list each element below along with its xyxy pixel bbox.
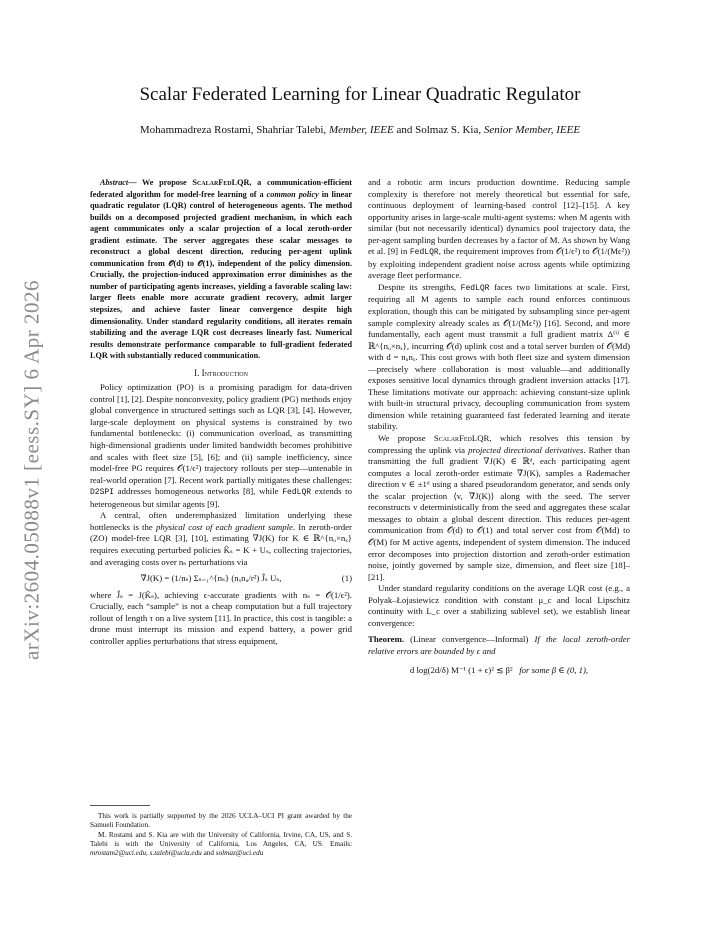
author-line [0,124,720,136]
arxiv-id-stamp: arXiv:2604.05088v1 [eess.SY] 6 Apr 2026 [19,280,44,660]
and-word: and Solmaz S. Kia, [396,124,482,136]
authors-plain: Mohammadreza Rostami, Shahriar Talebi, [139,124,327,136]
theorem-equation-tail: for some β ∈ (0, 1), [519,665,589,676]
method-name: ScalarFedLQR [192,178,250,187]
senior-member-tag: Senior Member, IEEE [483,124,581,136]
right-p3-text-c: . Rather than transmitting the full gradient ∇J(K) ∈ ℝᵈ, each participating agent computes a local zeroth-order estimate ∇̂J(K), samples a Rademacher direction v ∈ ±1ᵈ using a shared pseudorandom generator, and sends only the scalar projection ⟨v, ∇̂J(K)⟩ along with the seed. The server reconstructs v deterministically from the seed and aggregates these scalar messages to obtain a global descent direction. This reduces per-agent communication from 𝒪(d) to 𝒪(1) and total server cost from 𝒪(Md) to 𝒪(M) for M active agents, independent of system dimension. The induced error decomposes into projection distortion and zeroth-order estimation noise, jointly governed by sample size, dimension, and fleet size [18]–[21]. [368,444,630,582]
code-d2spi: D2SPI [90,488,115,498]
footnote-affil-text: M. Rostami and S. Kia are with the University of California, Irvine, CA, US, and S. Talebi is with the University of California, Los Angeles, CA, US. Emails: [90,830,352,848]
right-column [368,177,630,677]
theorem-label: Theorem. [368,634,405,645]
method-name-2: ScalarFedLQR [433,433,490,444]
abstract-lead: Abstract [100,178,129,187]
intro-p2-text-a: A central, often underemphasized limitation underlying these bottlenecks is the [90,510,352,532]
right-paragraph-4: Under standard regularity conditions on the average LQR cost (e.g., a Polyak–Łojasiewicz condition with constant μ_c and local Lipschitz continuity with L_c over a stabilizing sublevel set), we establish linear convergence: [368,583,630,628]
intro-p1-text-c: extends to heterogeneous but similar agents [9]. [90,486,352,509]
right-paragraph-1 [368,177,630,282]
footnote-affiliations [90,831,352,859]
footnote-emails: mrostam2@uci.edu, s.talebi@ucla.edu [90,849,202,858]
left-column [90,177,352,647]
abstract-text-3: in linear quadratic regulator (LQR) control of heterogeneous agents. The method builds on a decomposed projected gradient mechanism, in which each agent communicates only a scalar projection of a local zeroth-order gradient estimate. The server aggregates these scalar messages to reconstruct a global descent direction, reducing per-agent uplink communication from 𝒪(d) to 𝒪(1), independent of the policy dimension. Crucially, the projection-induced approximation error diminishes as the number of participating agents increases, yielding a favorable scaling law: larger fleets enable more accurate gradient recovery, admit larger stepsizes, and achieve faster linear convergence despite high dimensionality. Under standard regularity conditions, all iterates remain stabilizing and the average LQR cost decreases linearly fast. Numerical results demonstrate performance comparable to full-gradient federated LQR with substantially reduced communication. [90,189,352,361]
physical-cost-em: physical cost of each gradient sample [155,521,293,532]
code-fedlqr-2: FedLQR [409,248,439,258]
equation-1-number: (1) [341,573,352,584]
theorem-text: If the local zeroth-order relative errors are bounded by ϵ and [368,634,630,656]
right-p1-text-b: , the requirement improves from 𝒪(1/ϵ²) to 𝒪(1/(Mϵ²)) by exploiting independent gradient noise across agents while optimizing average fleet performance. [368,246,631,281]
abstract [90,177,352,362]
intro-paragraph-1 [90,382,352,510]
equation-1-body: ∇̂J(K) = (1/nₛ) Σₛ₌₁^{nₛ} (nₓnᵤ/r²) Ĵₛ Uₛ, [140,573,282,584]
theorem-equation-body: d log(2d/δ) M⁻¹ (1 + ϵ)² ≲ β² [409,665,513,676]
intro-paragraph-3: where Ĵₛ = J(K̂ₛ), achieving ϵ-accurate gradients with nₛ = 𝒪(1/ϵ²). Crucially, each “sample” is not a cheap computation but a full trajectory rollout of length τ on a live system [11]. In practice, this cost is tangible: a drone must interrupt its mission and expend battery, a power grid controller applies perturbations that stress equipment, [90,589,352,646]
right-p2-text-a: Despite its strengths, [378,281,461,292]
projected-derivatives-em: projected directional derivatives [468,444,584,455]
footnote-email-3: solmaz@uci.edu [215,849,264,858]
member-tag: Member, IEEE [328,124,394,136]
common-policy-em: common policy [266,189,319,199]
theorem-paren: (Linear convergence—Informal) [404,634,535,645]
theorem-statement [368,634,630,657]
right-p3-text-a: We propose [378,433,434,444]
abstract-text-1: — We propose [128,178,193,187]
intro-p1-text: Policy optimization (PO) is a promising paradigm for data-driven control [1], [2]. Despite nonconvexity, policy gradient (PG) methods enjoy global convergence in structured settings such as LQR [3], [4]. However, large-scale deployment on physical systems is constrained by two fundamental bottlenecks: (i) communication overload, as transmitting high-dimensional gradients under limited bandwidth becomes prohibitive and scales with fleet size [5], [6]; and (ii) sample inefficiency, since model-free PG requires 𝒪(1/ϵ²) trajectory rollouts per step—untenable in real-world operation [7]. Recent work partially mitigates these challenges: [90,382,352,485]
code-fedlqr: FedLQR [282,488,312,498]
arxiv-sidebar [12,250,52,690]
footnote [90,812,352,858]
abstract-text-2: , a communication-efficient federated algorithm for model-free learning of a [90,178,352,199]
right-p1-text: and a robotic arm incurs production downtime. Reducing sample complexity is therefore not merely theoretical but essential for safe, continuous deployment of learning-based control [12]–[15]. A key opportunity arises in large-scale multi-agent systems: when M agents with similar (but not necessarily identical) dynamics pool trajectory data, the per-agent sampling burden decreases by a factor of M. As shown by Wang et al. [9] in [368,177,630,257]
section-heading-introduction: I. Introduction [194,367,248,378]
right-p3-text-b: , which resolves this tension by compressing the uplink via [368,433,630,455]
footnote-and: and [201,849,216,858]
right-paragraph-2 [368,282,630,433]
intro-paragraph-2 [90,510,352,568]
right-paragraph-3 [368,433,630,583]
paper-title: Scalar Federated Learning for Linear Quadratic Regulator [139,84,581,105]
footnote-rule [90,805,150,806]
equation-1 [90,573,352,585]
theorem-equation [368,665,630,677]
right-p2-text-b: faces two limitations at scale. First, requiring all M agents to sample each round enforces continuous exploration, though this can be mitigated by subsampling since per-agent sample complexity already scales as 𝒪(1/(Mϵ²)) [16]. Second, and more fundamentally, each agent must transmit a full gradient matrix Δ⁽ⁱ⁾ ∈ ℝ^{nᵤ×nₓ}, incurring 𝒪(d) uplink cost and a total server burden of 𝒪(Md) with d = nᵤnₓ. This cost grows with both fleet size and system dimension—precisely where collaboration is most valuable—and additionally exposes sensitive local dynamics through gradient inversion attacks [17]. These limitations motivate our approach: achieving constant-size uplink with built-in structural privacy, decoupling communication from system dimension while retaining guaranteed fast federated learning and iterate stability. [368,281,630,432]
code-fedlqr-3: FedLQR [460,283,490,293]
intro-p2-text-b: . In zeroth-order (ZO) model-free LQR [3], [10], estimating ∇J(K) for K ∈ ℝ^{nᵤ×nₓ} requires executing perturbed policies K̂ₛ = K + Uₛ, collecting trajectories, and averaging costs over nₛ perturbations via [90,521,352,567]
intro-p1-text-b: addresses homogeneous networks [8], while [114,486,283,497]
footnote-funding: This work is partially supported by the 2026 UCLA–UCI PI grant awarded by the Samueli Foundation. [90,812,352,830]
